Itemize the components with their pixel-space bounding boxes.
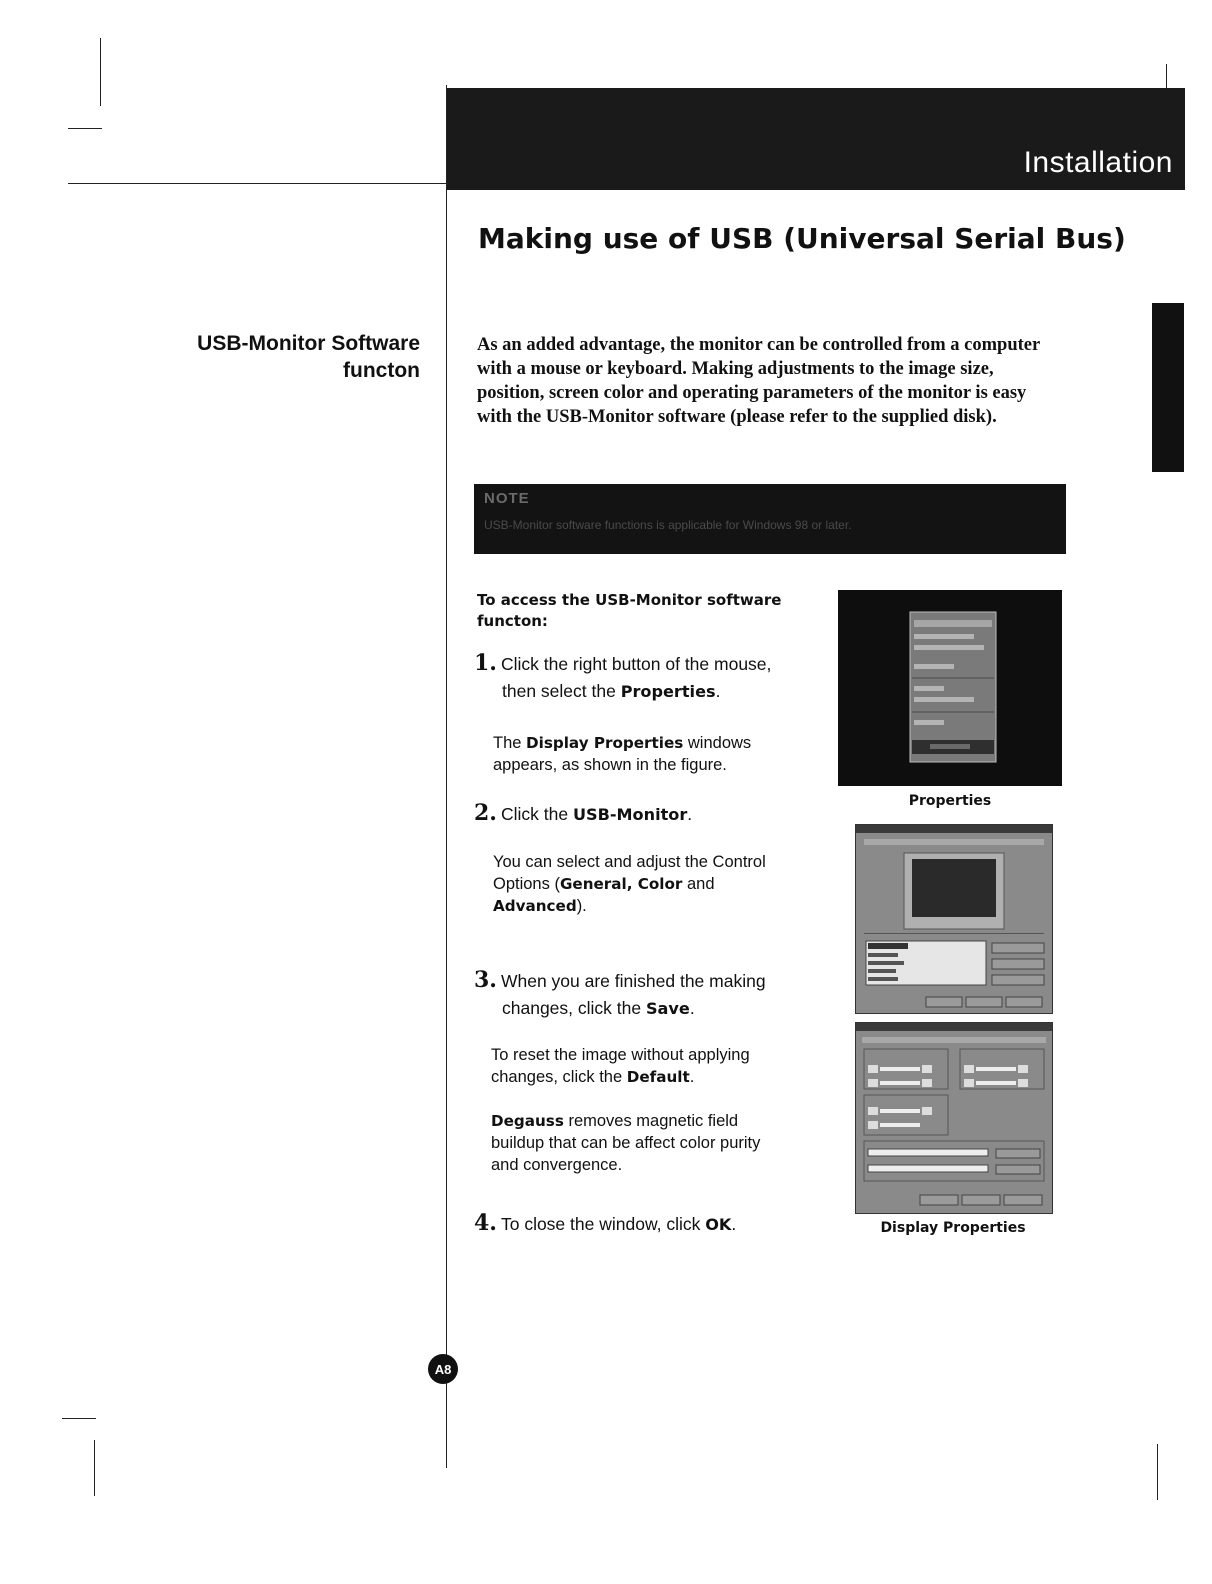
sub-text: .: [689, 1068, 695, 1086]
usb-monitor-settings-illustration: [856, 1023, 1052, 1213]
sub-text: You can select and adjust the Control Options (: [493, 853, 766, 893]
display-properties-screenshot-1: [855, 824, 1053, 1014]
step-number: 1.: [474, 650, 497, 676]
context-menu-illustration: [838, 590, 1062, 786]
crop-mark-top-right: [1166, 64, 1167, 90]
step-punct: .: [687, 804, 693, 824]
note-box: [474, 484, 1066, 554]
step-number: 4.: [474, 1210, 497, 1236]
crop-mark-top-left-h: [68, 128, 102, 129]
step-4: [474, 1210, 814, 1238]
step-1-note: [493, 732, 813, 776]
step-text: Click the right button of the mouse,: [500, 654, 772, 674]
sub-text: removes magnetic field buildup that can be affect color purity and convergence.: [491, 1112, 761, 1174]
sub-text: windows appears, as shown in the figure.: [493, 734, 752, 774]
crop-mark-top-left: [100, 38, 101, 106]
sub-bold: Degauss: [491, 1112, 564, 1130]
section-label-line2: functon: [343, 359, 420, 382]
sub-bold: Advanced: [493, 897, 577, 915]
step-punct: .: [689, 998, 695, 1018]
section-label-line1: USB-Monitor Software: [197, 332, 420, 355]
sub-text: The: [493, 734, 527, 752]
section-label: [110, 330, 420, 384]
step-3: [474, 967, 814, 1022]
step-text: then select the: [502, 681, 621, 701]
crop-mark-bottom-right: [1157, 1444, 1158, 1500]
properties-caption: Properties: [908, 793, 992, 809]
step-text: changes, click the: [502, 998, 646, 1018]
step-1: [474, 650, 814, 705]
note-title: NOTE: [484, 490, 530, 507]
sub-text: and: [682, 875, 715, 893]
step-bold: OK: [705, 1215, 732, 1234]
step-bold: Properties: [620, 682, 716, 701]
crop-mark-bottom-left: [94, 1440, 95, 1496]
step-2: [474, 800, 814, 828]
note-text: USB-Monitor software functions is applicable for Windows 98 or later.: [484, 518, 852, 532]
step-3-note-default: [491, 1044, 791, 1088]
step-text: To close the window, click: [500, 1214, 706, 1234]
access-title: To access the USB-Monitor software functon:: [477, 591, 782, 630]
step-punct: .: [715, 681, 721, 701]
step-number: 2.: [474, 800, 497, 826]
column-divider: [446, 85, 447, 1468]
page-number-badge: A8: [428, 1354, 458, 1384]
display-properties-caption: Display Properties: [880, 1220, 1026, 1236]
step-text: When you are finished the making: [500, 971, 766, 991]
properties-screenshot: [838, 590, 1062, 786]
step-3-note-degauss: [491, 1110, 791, 1176]
display-properties-illustration: [856, 825, 1052, 1013]
step-2-note: [493, 851, 803, 917]
header-bar: [447, 88, 1185, 190]
display-properties-screenshot-2: [855, 1022, 1053, 1214]
header-title: Installation: [1023, 146, 1173, 179]
sub-text: ).: [576, 897, 587, 915]
step-bold: Save: [645, 999, 690, 1018]
step-punct: .: [731, 1214, 737, 1234]
step-text: Click the: [500, 804, 573, 824]
sub-bold: Display Properties: [526, 734, 684, 752]
intro-paragraph: As an added advantage, the monitor can be controlled from a computer with a mouse or keyboard. Making adjustments to the image size, position, screen color and operating parameters of the monitor is easy with the USB-Monitor software (please refer to the supplied disk).: [477, 335, 1040, 427]
crop-mark-bottom-left-h: [62, 1418, 96, 1419]
sub-bold: General, Color: [559, 875, 683, 893]
header-rule: [68, 183, 448, 184]
sub-text: To reset the image without applying changes, click the: [491, 1046, 750, 1086]
page-heading: Making use of USB (Universal Serial Bus): [478, 222, 1126, 255]
step-bold: USB-Monitor: [572, 805, 688, 824]
sub-bold: Default: [626, 1068, 690, 1086]
section-tab-marker: [1152, 303, 1184, 472]
step-number: 3.: [474, 967, 497, 993]
